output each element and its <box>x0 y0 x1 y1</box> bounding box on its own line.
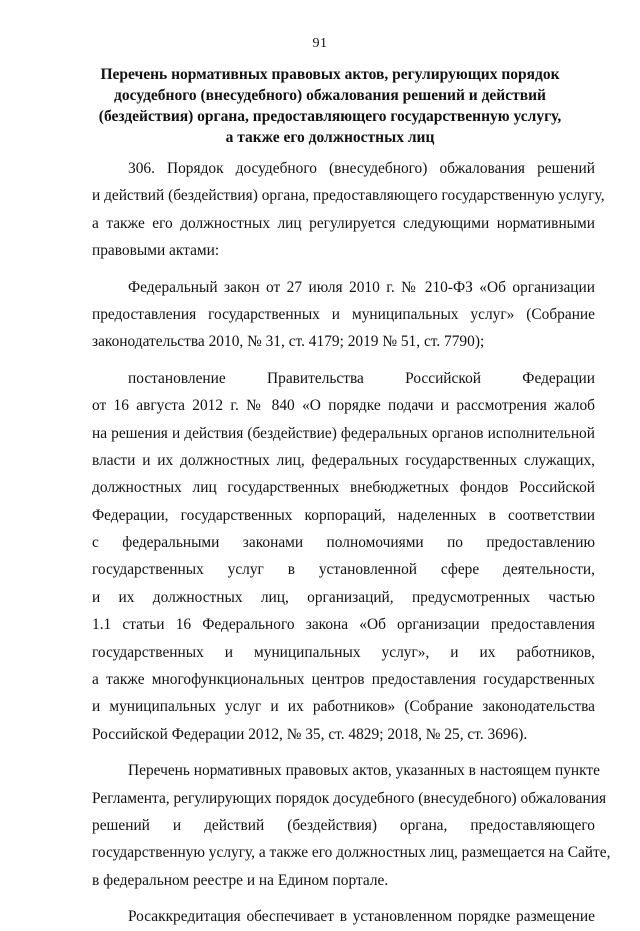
text-line: предоставления государственных и муниципальных услуг» (Собрание <box>92 305 595 323</box>
text-line: должностных лиц государственных внебюджетных фондов Российской <box>92 479 595 497</box>
text-line: а также многофункциональных центров предоставления государственных <box>92 671 595 689</box>
text-line: на решения и действия (бездействие) федеральных органов исполнительной <box>92 424 595 442</box>
section-heading <box>90 64 570 148</box>
heading-line: а также его должностных лиц <box>225 129 435 146</box>
text-line: государственных услуг в установленной сфере деятельности, <box>92 561 595 579</box>
document-body <box>92 155 611 931</box>
text-line: а также его должностных лиц регулируется следующими нормативными <box>92 214 595 232</box>
paragraph-federal-law <box>92 274 595 356</box>
text-line: 306. Порядок досудебного (внесудебного) обжалования решений <box>128 160 595 177</box>
text-line: с федеральными законами полномочиями по предоставлению <box>92 534 595 552</box>
text-line: власти и их должностных лиц, федеральных государственных служащих, <box>92 451 595 469</box>
text-line: Федерации, государственных корпораций, наделенных в соответствии <box>92 506 595 524</box>
paragraph-rosaccreditation <box>92 903 595 930</box>
text-line: Регламента, регулирующих порядок досудебного (внесудебного) обжалования <box>92 789 607 807</box>
text-line: государственную услугу, а также его должностных лиц, размещается на Сайте, <box>92 844 611 862</box>
text-line: в федеральном реестре и на Едином портале. <box>92 871 389 889</box>
text-line: от 16 августа 2012 г. № 840 «О порядке подачи и рассмотрения жалоб <box>92 397 595 415</box>
text-line: правовыми актами: <box>92 242 220 260</box>
text-line: и муниципальных услуг и их работников» (Собрание законодательства <box>92 698 595 716</box>
text-line: постановление Правительства Российской Федерации <box>128 369 595 387</box>
text-line: и действий (бездействия) органа, предоставляющего государственную услугу, <box>92 187 605 205</box>
page-number: 91 <box>312 36 328 51</box>
text-line: государственных и муниципальных услуг», и их работников, <box>92 643 595 661</box>
text-line: и их должностных лиц, организаций, предусмотренных частью <box>92 588 595 606</box>
heading-line: Перечень нормативных правовых актов, регулирующих порядок <box>100 66 560 83</box>
text-line: законодательства 2010, № 31, ст. 4179; 2019 № 51, ст. 7790); <box>92 333 485 351</box>
text-line: решений и действий (бездействия) органа, предоставляющего <box>92 816 595 834</box>
paragraph-government-decree <box>92 365 595 748</box>
paragraph-list-placement <box>92 757 611 894</box>
paragraph-306 <box>92 155 605 265</box>
text-line: Росаккредитация обеспечивает в установленном порядке размещение <box>128 908 595 926</box>
text-line: Российской Федерации 2012, № 35, ст. 4829; 2018, № 25, ст. 3696). <box>92 725 528 743</box>
text-line: Федеральный закон от 27 июля 2010 г. № 210-ФЗ «Об организации <box>128 278 595 296</box>
text-line: Перечень нормативных правовых актов, указанных в настоящем пункте <box>128 762 600 780</box>
heading-line: досудебного (внесудебного) обжалования решений и действий <box>114 87 546 104</box>
text-line: 1.1 статьи 16 Федерального закона «Об организации предоставления <box>92 616 595 634</box>
heading-line: (бездействия) органа, предоставляющего государственную услугу, <box>98 108 562 125</box>
